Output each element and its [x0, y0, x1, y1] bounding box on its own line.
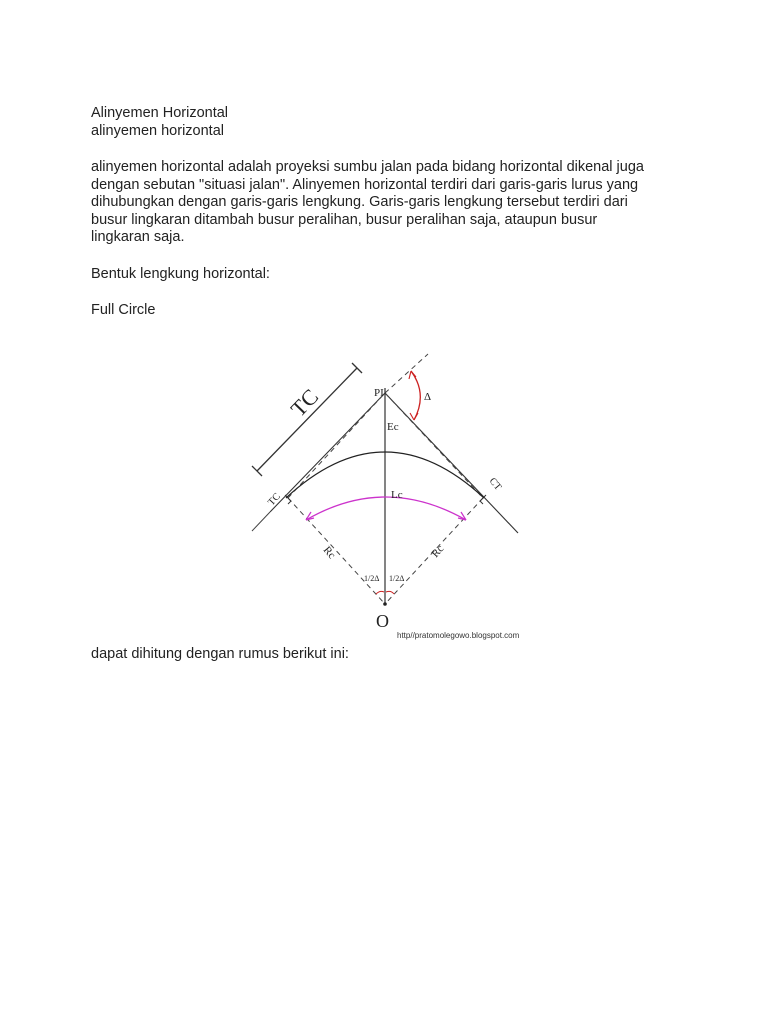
ct-point-label: CT [486, 475, 504, 493]
lc-label: Lc [391, 489, 403, 501]
half-delta-arc-right [386, 591, 394, 594]
left-tangent-extension [252, 512, 270, 531]
document-title: Alinyemen Horizontal [91, 105, 229, 121]
ec-label: Ec [387, 421, 399, 433]
full-circle-diagram [240, 346, 540, 646]
delta-label: Δ [424, 391, 432, 403]
dashed-pi-to-ct [385, 393, 483, 498]
after-figure-text: dapat dihitung dengan rumus berikut ini: [91, 646, 349, 662]
tc-dimension-label: TC [285, 383, 324, 422]
delta-arc [411, 371, 420, 420]
document-subtitle: alinyemen horizontal [91, 123, 224, 139]
left-tangent-line [270, 393, 385, 512]
subsection-heading: Full Circle [91, 302, 156, 318]
section-heading: Bentuk lengkung horizontal: [91, 266, 270, 282]
tc-point-label: TC [266, 491, 283, 509]
half-delta-arc-left [376, 591, 384, 594]
paragraph-line: busur lingkaran ditambah busur peralihan, busur peralihan saja, ataupun busur [91, 211, 598, 228]
delta-arrow-bottom [410, 413, 418, 420]
origin-point [383, 602, 387, 606]
intro-paragraph [91, 159, 681, 247]
right-tangent-extension [385, 354, 428, 393]
paragraph-line: dengan sebutan "situasi jalan". Alinyemen horizontal terdiri dari garis-garis lurus yang [91, 176, 639, 193]
paragraph-line: dihubungkan dengan garis-garis lengkung. Garis-garis lengkung tersebut terdiri dari [91, 194, 628, 211]
pi-label: PI [374, 387, 384, 399]
half-delta-left-label: 1/2Δ [364, 574, 380, 583]
origin-label: O [376, 611, 389, 631]
figure-watermark: http//pratomolegowo.blogspot.com [397, 631, 520, 640]
half-delta-right-label: 1/2Δ [389, 574, 405, 583]
lc-arc [306, 497, 466, 520]
paragraph-line: lingkaran saja. [91, 229, 185, 246]
paragraph-line: alinyemen horizontal adalah proyeksi sumbu jalan pada bidang horizontal dikenal juga [91, 159, 644, 175]
full-circle-svg [240, 346, 540, 646]
rc-right-label: Rc [429, 542, 447, 561]
rc-left-label: Rc [320, 544, 338, 562]
